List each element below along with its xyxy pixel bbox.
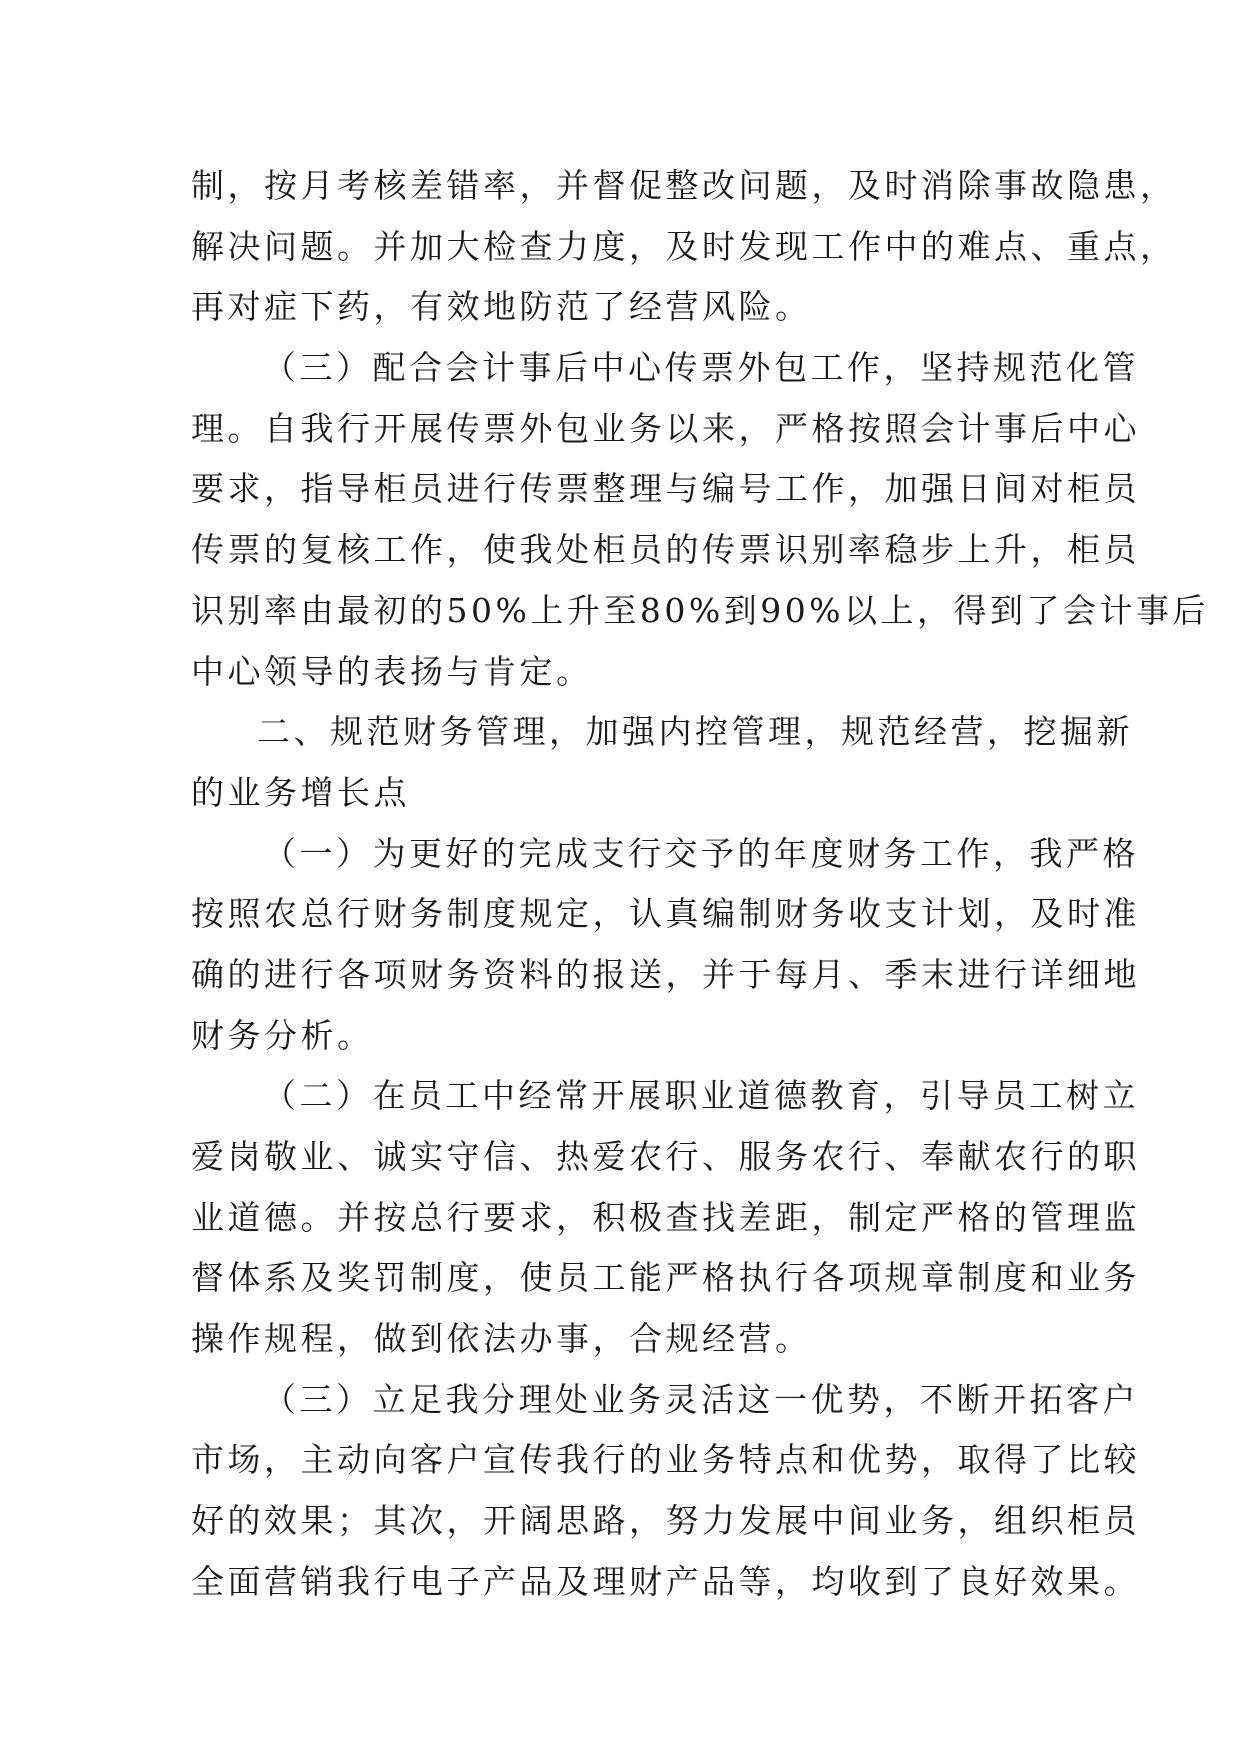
paragraph-heading-line: （三）立足我分理处业务灵活这一优势，不断开拓客户 — [263, 1379, 1139, 1419]
text-line: 督体系及奖罚制度，使员工能严格执行各项规章制度和业务 — [191, 1258, 1140, 1298]
paragraph-heading-line: （三）配合会计事后中心传票外包工作，坚持规范化管 — [263, 348, 1139, 388]
body-text — [191, 156, 1210, 1613]
text-line: 再对症下药，有效地防范了经营风险。 — [191, 287, 812, 327]
text-line: 制，按月考核差错率，并督促整改问题，及时消除事故隐患， — [191, 166, 1177, 205]
text-line: 好的效果；其次，开阔思路，努力发展中间业务，组织柜员 — [191, 1501, 1140, 1541]
paragraph-heading-line: （一）为更好的完成支行交予的年度财务工作，我严格 — [263, 833, 1139, 873]
text-line: 财务分析。 — [191, 1015, 374, 1055]
text-line: 解决问题。并加大检查力度，及时发现工作中的难点、重点， — [191, 226, 1177, 266]
text-line: 理。自我行开展传票外包业务以来，严格按照会计事后中心 — [191, 408, 1140, 448]
text-line: 爱岗敬业、诚实守信、热爱农行、服务农行、奉献农行的职 — [191, 1137, 1140, 1176]
text-line: 传票的复核工作，使我处柜员的传票识别率稳步上升，柜员 — [191, 530, 1140, 570]
text-line: 全面营销我行电子产品及理财产品等，均收到了良好效果。 — [191, 1561, 1140, 1601]
text-line: 要求，指导柜员进行传票整理与编号工作，加强日间对柜员 — [191, 469, 1140, 509]
section-heading-line: 的业务增长点 — [191, 772, 410, 812]
section-heading-line: 二、规范财务管理，加强内控管理，规范经营，挖掘新 — [257, 712, 1133, 752]
text-line: 操作规程，做到依法办事，合规经营。 — [191, 1319, 812, 1359]
text-line: 市场，主动向客户宣传我行的业务特点和优势，取得了比较 — [191, 1440, 1140, 1480]
paragraph-heading-line: （二）在员工中经常开展职业道德教育，引导员工树立 — [263, 1076, 1139, 1116]
text-line: 按照农总行财务制度规定，认真编制财务收支计划，及时准 — [191, 894, 1140, 934]
text-line: 业道德。并按总行要求，积极查找差距，制定严格的管理监 — [191, 1197, 1140, 1237]
text-line: 中心领导的表扬与肯定。 — [191, 651, 593, 691]
text-line: 识别率由最初的50%上升至80%到90%以上，得到了会计事后 — [191, 590, 1210, 630]
text-line: 确的进行各项财务资料的报送，并于每月、季末进行详细地 — [191, 954, 1140, 994]
